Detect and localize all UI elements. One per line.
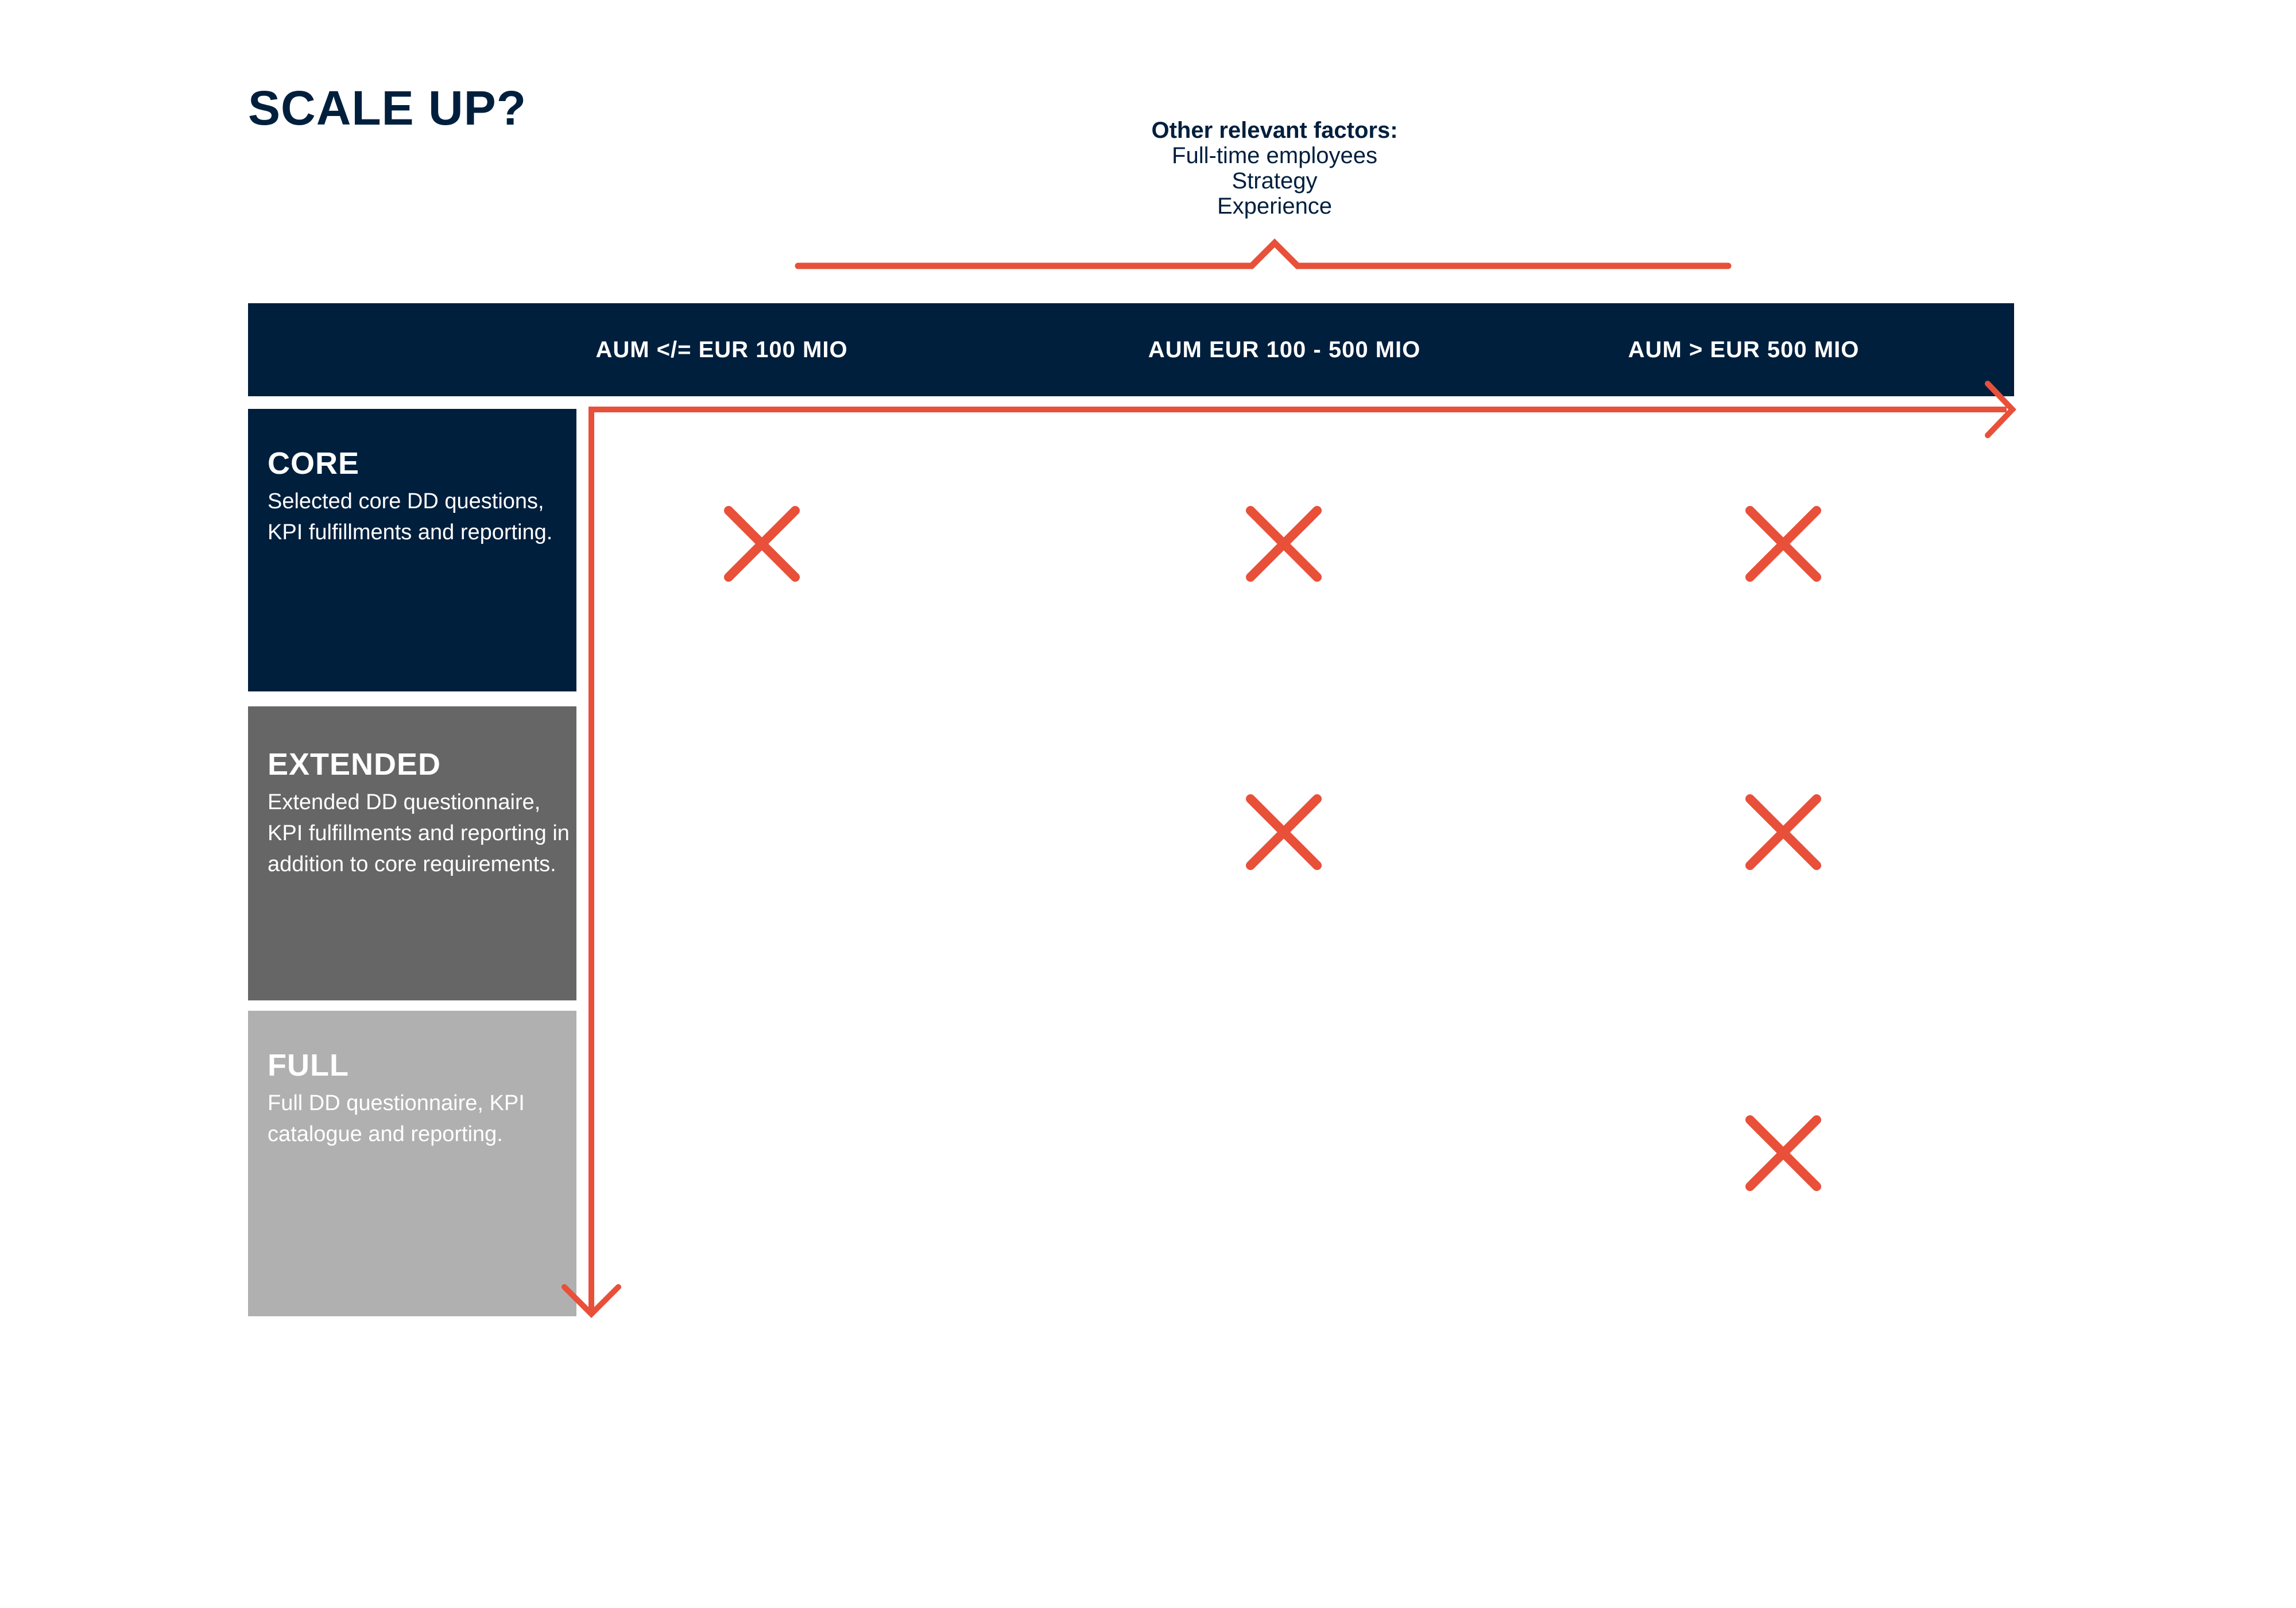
factors-heading: Other relevant factors: bbox=[1151, 118, 1398, 143]
x-mark-icon bbox=[1750, 799, 1817, 865]
factor-item: Experience bbox=[1217, 194, 1333, 219]
tier-full-description: Full DD questionnaire, KPI catalogue and reporting. bbox=[268, 1091, 525, 1146]
tier-extended-name: EXTENDED bbox=[268, 747, 442, 782]
column-header-aum-100-500: AUM EUR 100 - 500 MIO bbox=[1148, 337, 1421, 362]
factor-item: Strategy bbox=[1232, 168, 1318, 194]
column-header-aum-100: AUM </= EUR 100 MIO bbox=[595, 337, 848, 362]
x-mark-icon bbox=[1250, 511, 1317, 577]
x-mark-icon bbox=[1250, 799, 1317, 865]
x-mark-icon bbox=[729, 511, 795, 577]
tier-full-name: FULL bbox=[268, 1048, 349, 1083]
column-header-aum-500: AUM > EUR 500 MIO bbox=[1628, 337, 1860, 362]
page-title: SCALE UP? bbox=[248, 81, 527, 135]
tier-core-name: CORE bbox=[268, 446, 360, 481]
axis-horizontal bbox=[591, 409, 2007, 1315]
tier-extended-description: Extended DD questionnaire, KPI fulfillments and reporting in addition to core requirements. bbox=[268, 790, 570, 876]
brace-icon bbox=[798, 243, 1728, 266]
x-mark-icon bbox=[1750, 511, 1817, 577]
factor-item: Full-time employees bbox=[1172, 143, 1377, 168]
x-mark-icon bbox=[1750, 1120, 1817, 1186]
tier-core-description: Selected core DD questions, KPI fulfillments and reporting. bbox=[268, 489, 553, 544]
marks-layer bbox=[729, 511, 1817, 1186]
